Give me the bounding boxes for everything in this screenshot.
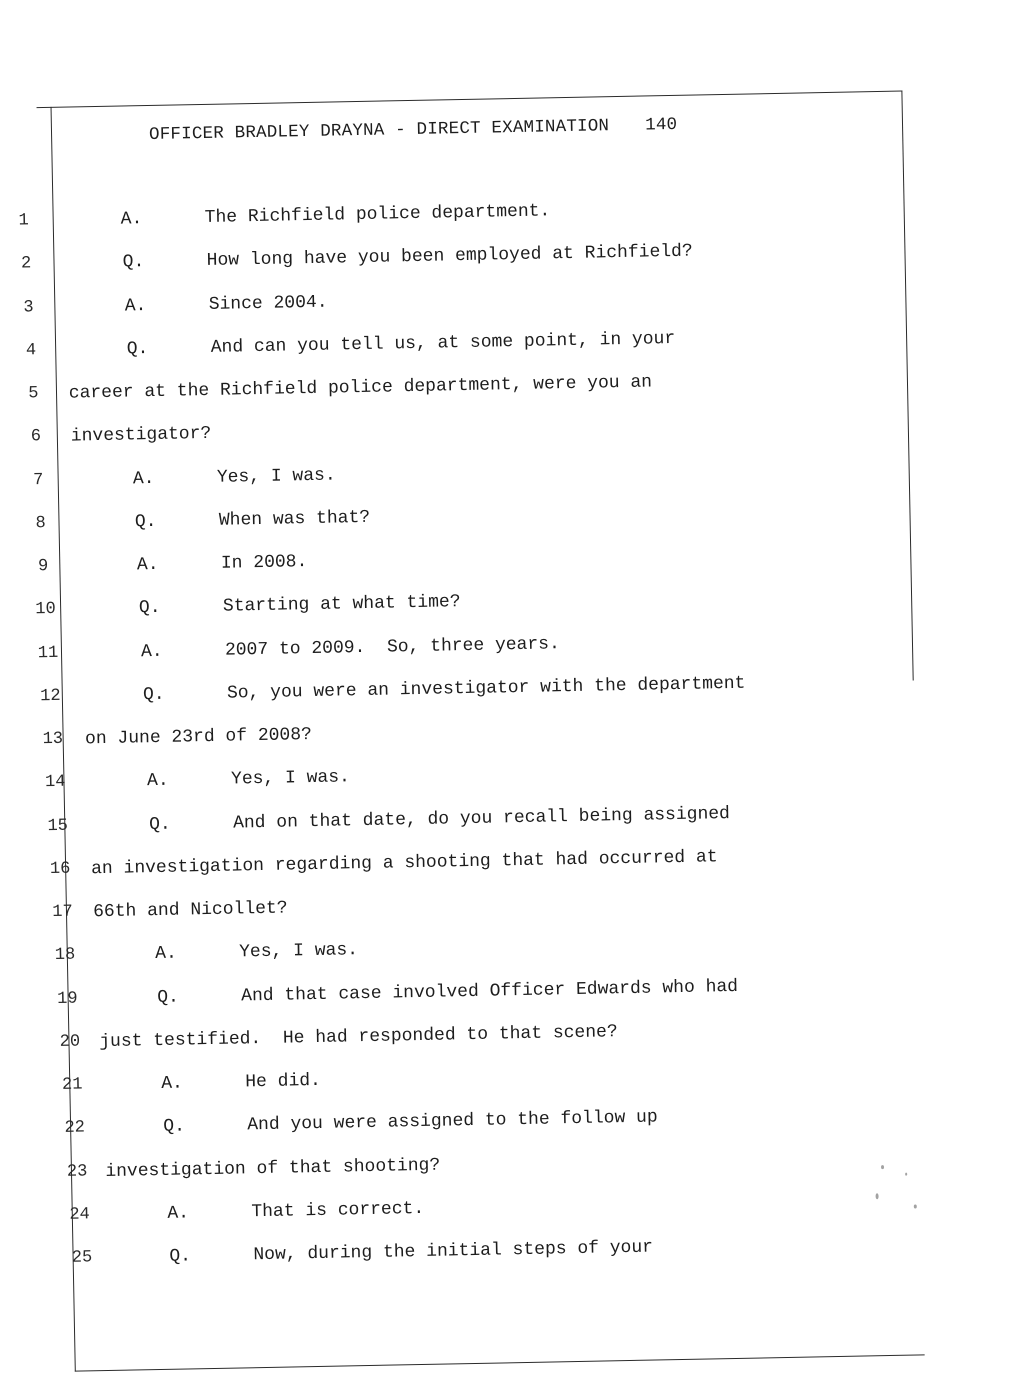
- speaker-label: Q.: [169, 1246, 192, 1267]
- line-number: 19: [57, 989, 78, 1009]
- transcript-line: [17, 757, 917, 804]
- transcript-line: [23, 886, 923, 933]
- line-number: 1: [18, 211, 29, 231]
- page-border-bottom: [75, 1354, 925, 1371]
- transcript-line: [1, 411, 901, 458]
- transcript-line: [13, 670, 913, 717]
- line-text: And you were assigned to the follow up: [247, 1107, 658, 1136]
- transcript-line: [33, 1102, 933, 1149]
- line-number: 3: [23, 297, 34, 317]
- transcript-line: [27, 973, 927, 1020]
- scan-speck: [881, 1165, 884, 1169]
- line-number: 22: [64, 1118, 86, 1139]
- transcript-line: [0, 324, 897, 371]
- line-text: And on that date, do you recall being assigned: [232, 803, 731, 834]
- scan-speck: [905, 1173, 907, 1176]
- transcript-line: [31, 1059, 931, 1106]
- speaker-label: Q.: [148, 814, 171, 835]
- line-text: 66th and Nicollet?: [92, 898, 288, 923]
- transcript-line: [0, 281, 895, 328]
- line-text: He did.: [245, 1070, 322, 1093]
- line-number: 17: [52, 902, 73, 923]
- speaker-label: Q.: [122, 252, 145, 273]
- transcript-line: [15, 713, 915, 760]
- speaker-label: A.: [124, 295, 147, 317]
- transcript-line: [19, 800, 919, 847]
- line-number: 25: [71, 1248, 93, 1268]
- line-number: 4: [25, 340, 37, 361]
- line-number: 20: [59, 1032, 81, 1052]
- line-number: 8: [35, 513, 46, 534]
- transcript-line: [9, 584, 909, 631]
- line-number: 10: [35, 600, 56, 620]
- line-number: 24: [69, 1205, 90, 1225]
- transcript-line: [5, 497, 905, 544]
- transcript-line: [7, 541, 907, 588]
- line-text: In 2008.: [220, 552, 308, 574]
- line-text: investigation of that shooting?: [105, 1155, 441, 1182]
- line-number: 2: [20, 254, 32, 274]
- speaker-label: A.: [155, 943, 178, 965]
- line-number: 6: [30, 427, 42, 447]
- line-text: The Richfield police department.: [204, 201, 551, 228]
- line-number: 18: [54, 945, 76, 966]
- transcript-line: [29, 1016, 929, 1063]
- speaker-label: A.: [161, 1073, 184, 1094]
- transcript-line: [21, 843, 921, 890]
- line-text: on June 23rd of 2008?: [84, 725, 313, 750]
- line-number: 11: [37, 643, 59, 663]
- transcript-line: [35, 1146, 935, 1193]
- line-text: Yes, I was.: [216, 464, 336, 488]
- page-header: [149, 115, 678, 145]
- speaker-label: Q.: [134, 511, 157, 533]
- line-number: 16: [49, 859, 71, 879]
- speaker-label: Q.: [142, 684, 165, 705]
- line-text: career at the Richfield police department, were you an: [68, 372, 653, 404]
- line-number: 13: [42, 729, 64, 750]
- speaker-label: A.: [146, 771, 169, 792]
- header-title: OFFICER BRADLEY DRAYNA - DIRECT EXAMINATION: [148, 116, 610, 146]
- line-number: 7: [32, 470, 44, 490]
- line-text: So, you were an investigator with the department: [226, 673, 746, 704]
- page-border-top: [37, 91, 903, 109]
- line-text: Starting at what time?: [222, 592, 461, 617]
- speaker-label: A.: [167, 1203, 190, 1224]
- speaker-label: A.: [132, 468, 155, 489]
- line-text: Yes, I was.: [238, 940, 359, 963]
- line-number: 5: [28, 384, 39, 404]
- speaker-label: Q.: [157, 987, 180, 1008]
- line-text: investigator?: [70, 424, 212, 447]
- transcript-line: [25, 930, 925, 977]
- line-number: 14: [44, 772, 66, 793]
- line-text: Since 2004.: [208, 292, 328, 315]
- transcript-line: [0, 195, 891, 242]
- line-number: 21: [61, 1075, 83, 1095]
- line-text: an investigation regarding a shooting that had occurred at: [90, 846, 718, 880]
- speaker-label: A.: [136, 554, 159, 576]
- transcript-line: [0, 368, 899, 415]
- transcript-line: [0, 238, 893, 285]
- line-text: Now, during the initial steps of your: [253, 1237, 654, 1266]
- line-text: That is correct.: [251, 1198, 425, 1222]
- scan-speck: [914, 1204, 917, 1208]
- speaker-label: Q.: [163, 1116, 186, 1138]
- line-text: Yes, I was.: [230, 767, 351, 790]
- line-text: And that case involved Officer Edwards who had: [241, 976, 739, 1006]
- line-text: 2007 to 2009. So, three years.: [224, 633, 560, 661]
- line-text: When was that?: [218, 507, 371, 531]
- speaker-label: Q.: [126, 338, 149, 360]
- transcript-line: [37, 1189, 937, 1236]
- transcript-line: [39, 1232, 939, 1279]
- line-number: 12: [40, 686, 61, 706]
- line-text: just testified. He had responded to that scene?: [99, 1021, 618, 1052]
- scan-speck: [876, 1193, 879, 1199]
- line-text: And can you tell us, at some point, in your: [210, 328, 676, 358]
- speaker-label: Q.: [138, 598, 161, 619]
- line-number: 9: [37, 557, 49, 577]
- speaker-label: A.: [140, 641, 163, 662]
- transcript-line: [11, 627, 911, 674]
- line-number: 15: [47, 816, 69, 836]
- line-number: 23: [66, 1161, 88, 1182]
- speaker-label: A.: [120, 209, 143, 230]
- page-number: 140: [644, 114, 678, 136]
- transcript-line: [3, 454, 903, 501]
- line-text: How long have you been employed at Richfield?: [206, 241, 693, 272]
